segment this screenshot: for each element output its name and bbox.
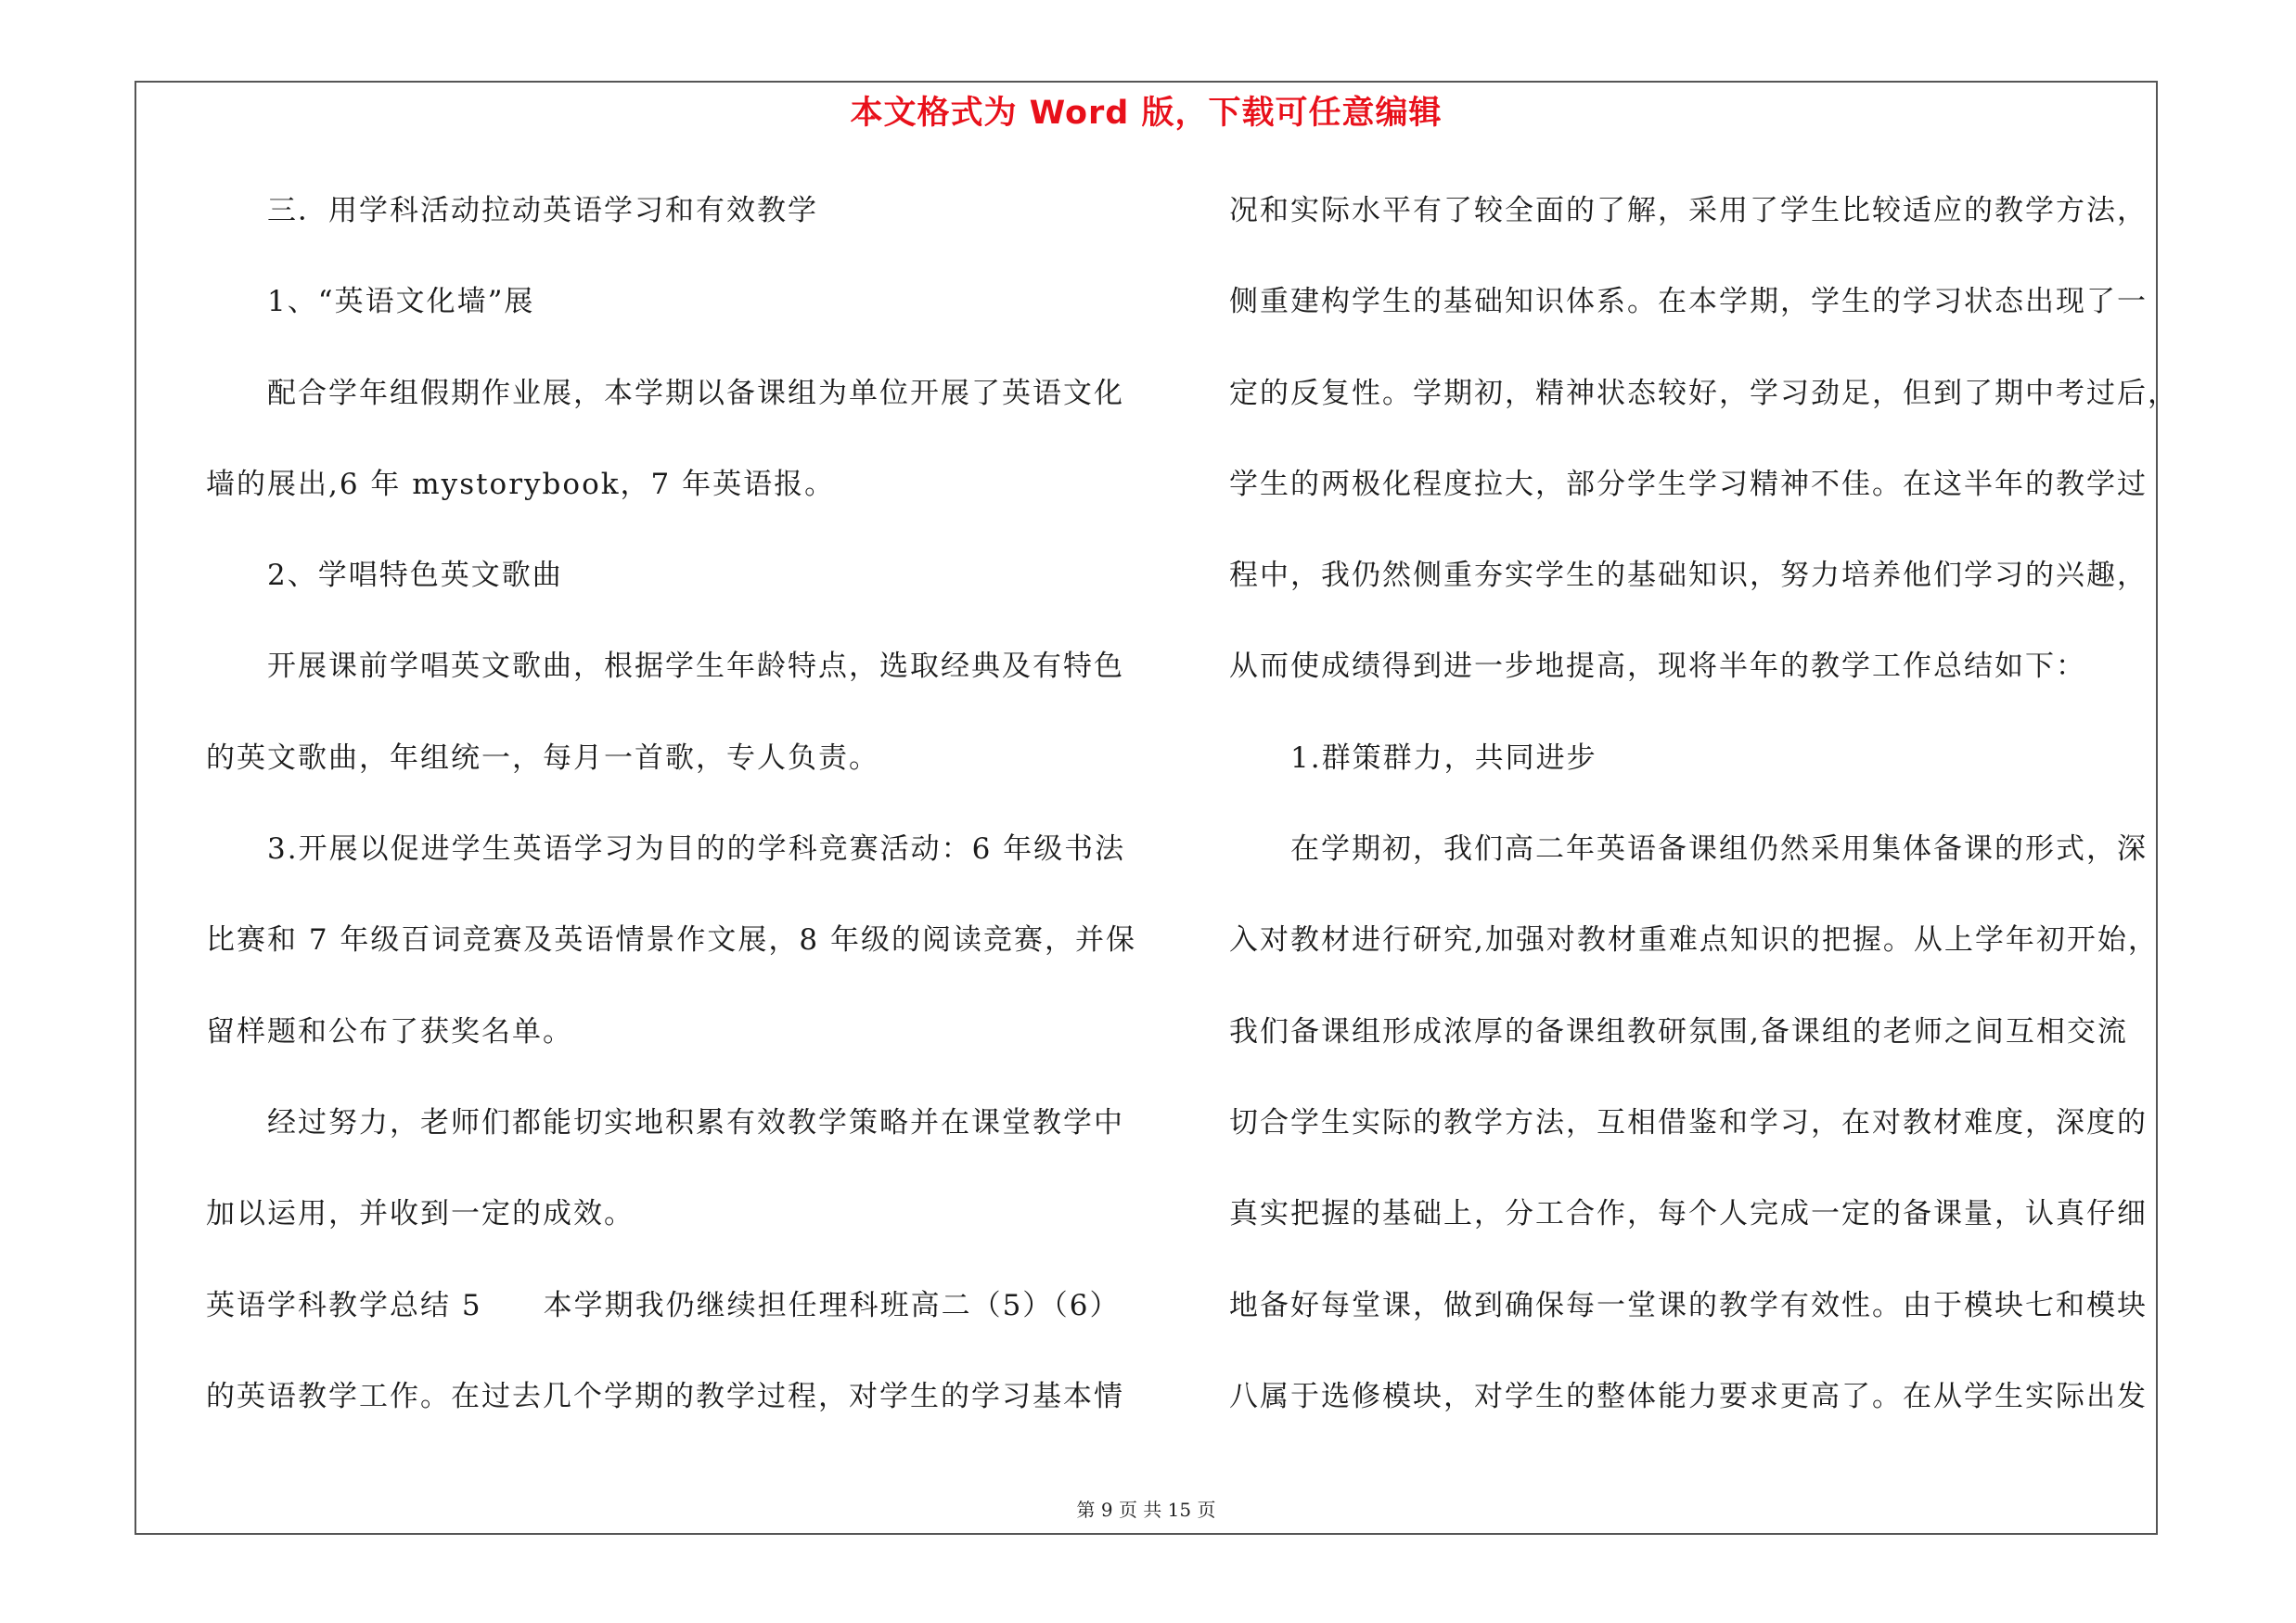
text-line: 2、学唱特色英文歌曲 xyxy=(267,559,563,593)
text-line: 墙的展出,6 年 mystorybook，7 年英语报。 xyxy=(206,467,836,501)
text-line: 切合学生实际的教学方法，互相借鉴和学习，在对教材难度，深度的 xyxy=(1229,1105,2148,1140)
text-line: 入对教材进行研究,加强对教材重难点知识的把握。从上学年初开始， xyxy=(1229,923,2159,958)
text-line: 1、“英语文化墙”展 xyxy=(267,285,535,319)
text-line: 八属于选修模块，对学生的整体能力要求更高了。在从学生实际出发 xyxy=(1229,1379,2148,1413)
text-line: 学生的两极化程度拉大，部分学生学习精神不佳。在这半年的教学过 xyxy=(1229,467,2148,501)
text-line: 程中，我仍然侧重夯实学生的基础知识，努力培养他们学习的兴趣， xyxy=(1229,559,2148,593)
text-line: 三．用学科活动拉动英语学习和有效教学 xyxy=(267,194,818,227)
text-line: 开展课前学唱英文歌曲，根据学生年龄特点，选取经典及有特色 xyxy=(267,650,1124,684)
text-line: 的英文歌曲，年组统一，每月一首歌，专人负责。 xyxy=(206,741,879,775)
text-line: 定的反复性。学期初，精神状态较好，学习劲足，但到了期中考过后， xyxy=(1229,376,2178,410)
page-number-footer: 第 9 页 共 15 页 xyxy=(1076,1499,1216,1521)
text-line: 我们备课组形成浓厚的备课组教研氛围,备课组的老师之间互相交流 xyxy=(1229,1014,2128,1049)
text-line: 加以运用，并收到一定的成效。 xyxy=(206,1197,635,1231)
text-line: 1.群策群力，共同进步 xyxy=(1290,741,1597,775)
text-line: 况和实际水平有了较全面的了解，采用了学生比较适应的教学方法， xyxy=(1229,194,2148,227)
text-line: 比赛和 7 年级百词竞赛及英语情景作文展，8 年级的阅读竞赛，并保 xyxy=(206,923,1137,958)
text-line: 地备好每堂课，做到确保每一堂课的教学有效性。由于模块七和模块 xyxy=(1229,1288,2148,1322)
format-notice-banner: 本文格式为 Word 版，下载可任意编辑 xyxy=(850,95,1443,132)
text-line: 从而使成绩得到进一步地提高，现将半年的教学工作总结如下： xyxy=(1229,650,2086,684)
text-line: 留样题和公布了获奖名单。 xyxy=(206,1014,573,1049)
text-line: 配合学年组假期作业展，本学期以备课组为单位开展了英语文化 xyxy=(267,376,1124,410)
text-line: 3.开展以促进学生英语学习为目的的学科竞赛活动：6 年级书法 xyxy=(267,832,1126,867)
left-text-column xyxy=(206,184,1137,1461)
text-line: 英语学科教学总结 5 本学期我仍继续担任理科班高二（5）（6） xyxy=(206,1288,1121,1322)
text-line: 的英语教学工作。在过去几个学期的教学过程，对学生的学习基本情 xyxy=(206,1379,1124,1413)
right-text-column xyxy=(1229,184,2194,1461)
text-line: 经过努力，老师们都能切实地积累有效教学策略并在课堂教学中 xyxy=(267,1105,1124,1140)
text-line: 真实把握的基础上，分工合作，每个人完成一定的备课量，认真仔细 xyxy=(1229,1197,2148,1231)
text-line: 侧重建构学生的基础知识体系。在本学期，学生的学习状态出现了一 xyxy=(1229,285,2148,319)
text-line: 在学期初，我们高二年英语备课组仍然采用集体备课的形式，深 xyxy=(1290,832,2148,867)
